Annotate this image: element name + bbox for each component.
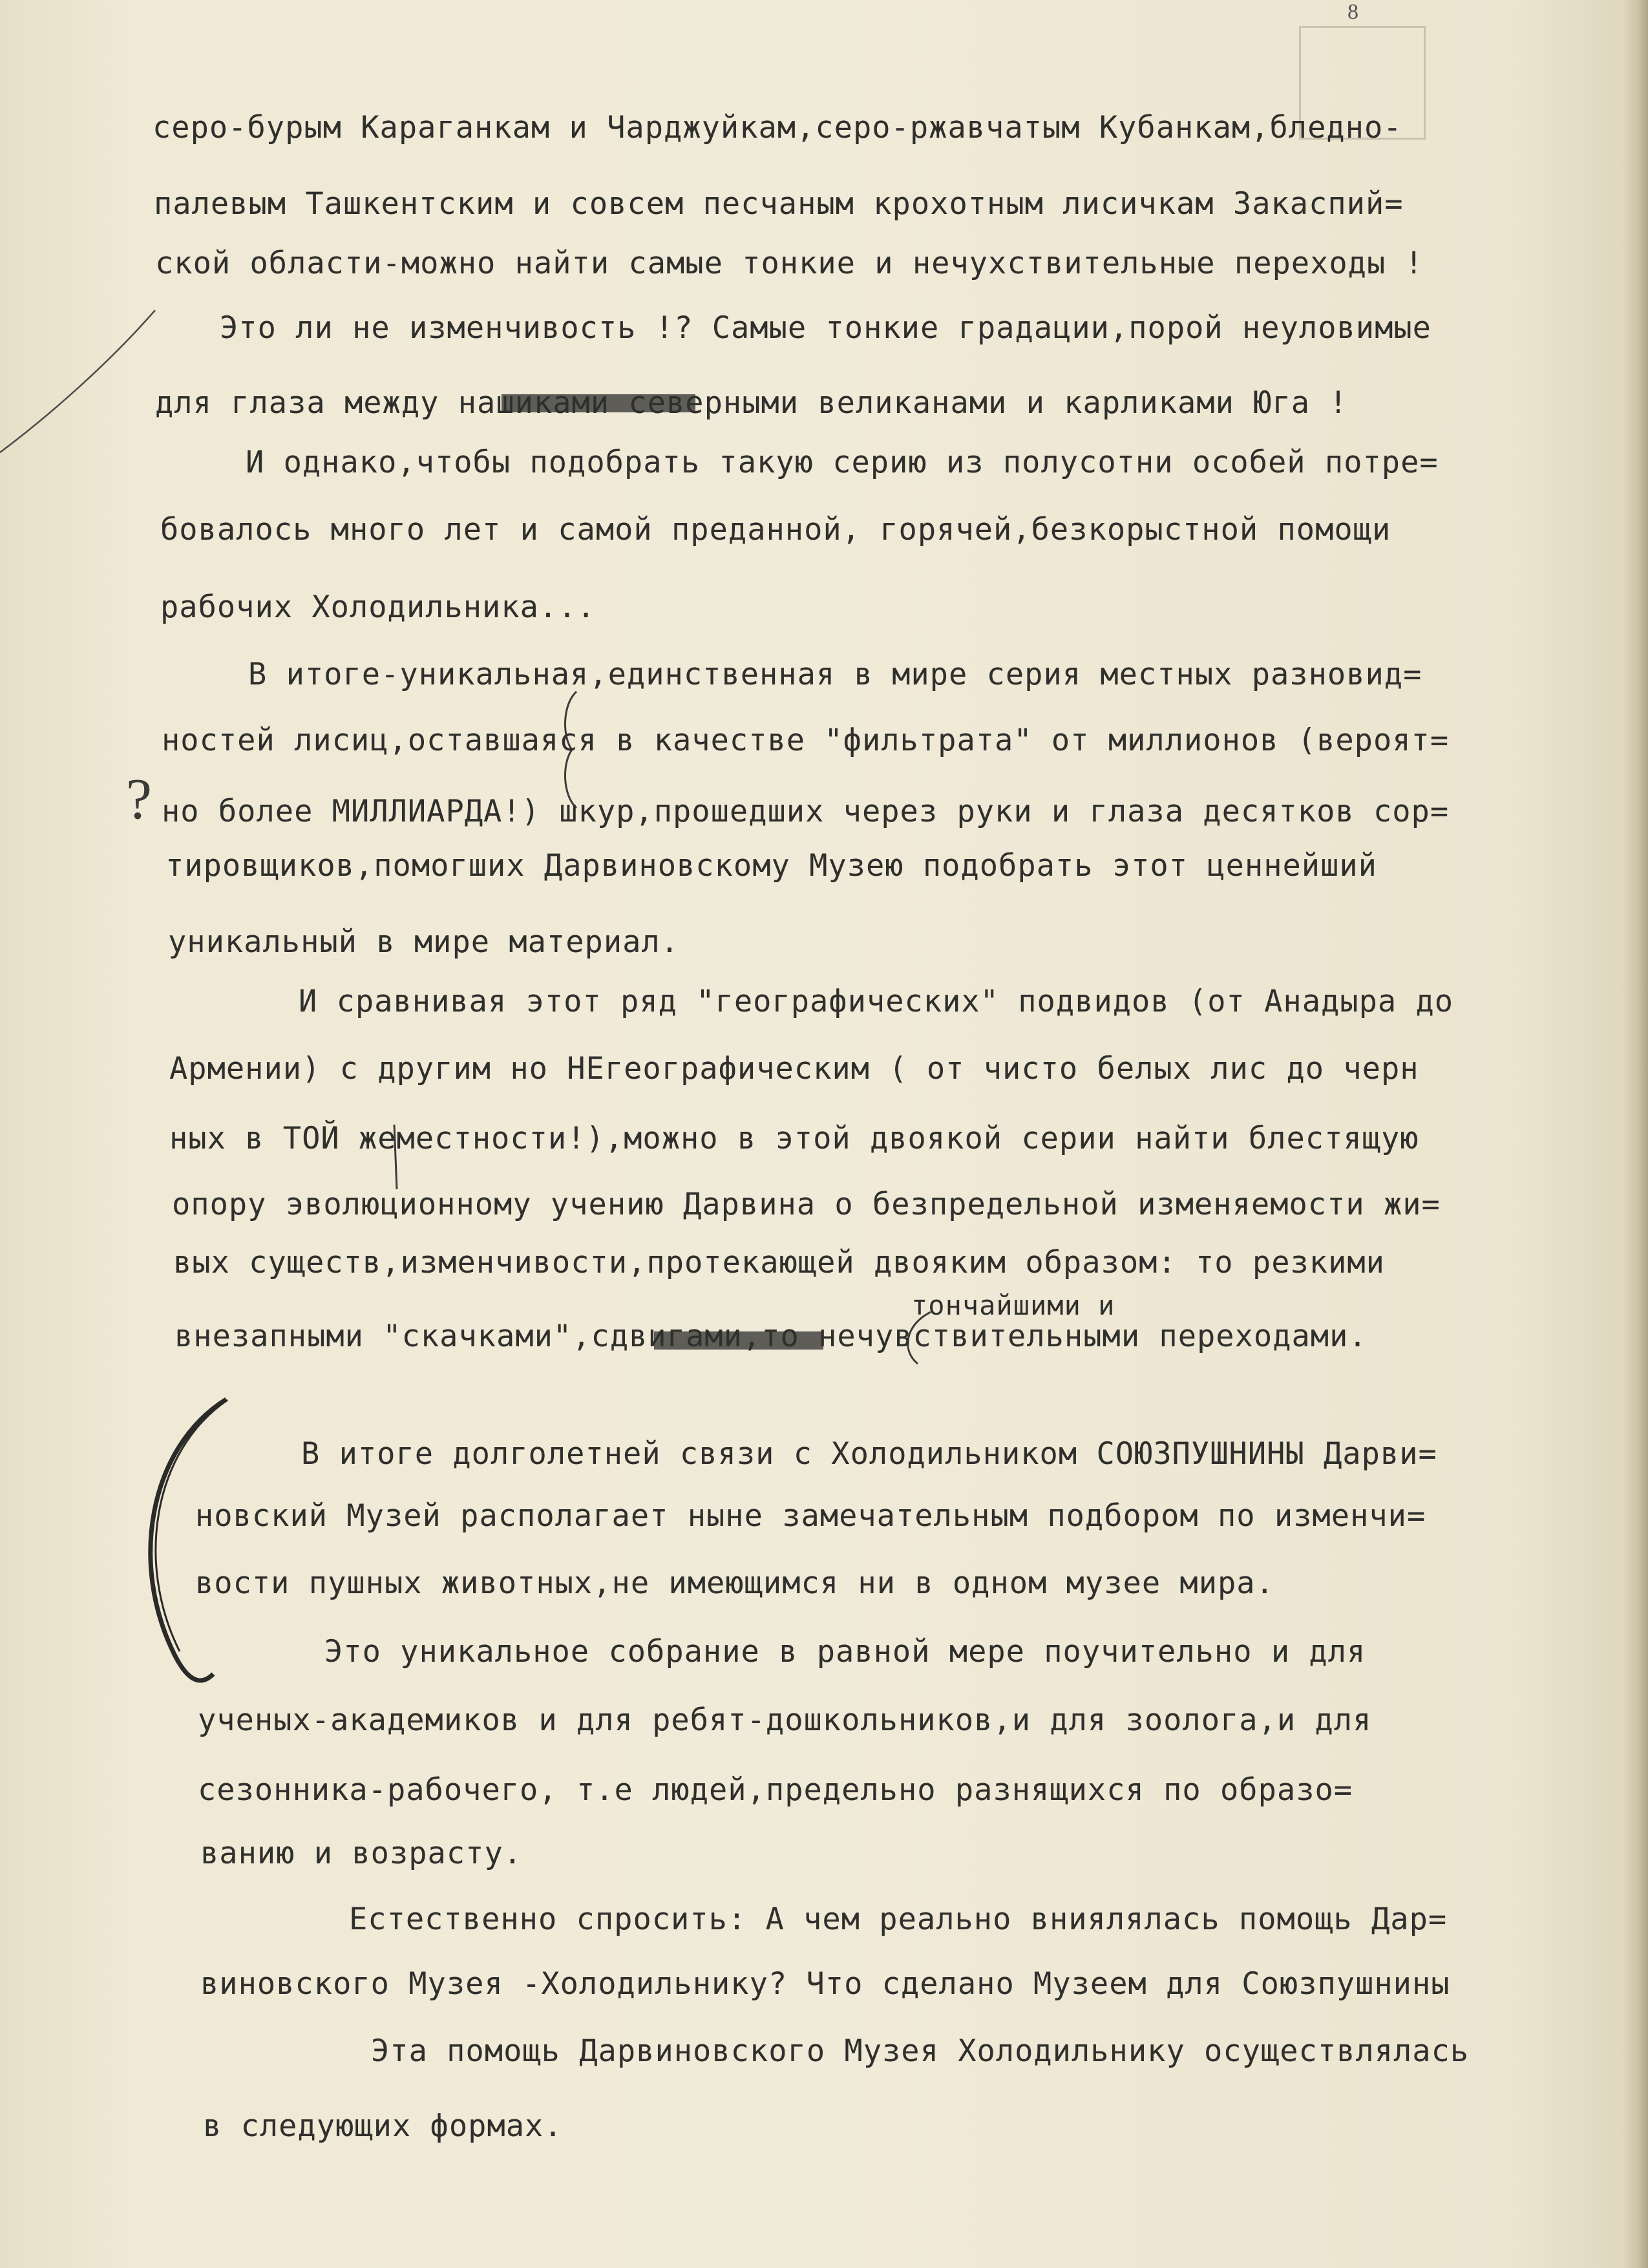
text-line: палевым Ташкентским и совсем песчаным крохотным лисичкам Закаспий= — [154, 186, 1404, 222]
text-line: уникальный в мире материал. — [168, 924, 680, 960]
text-line: И однако,чтобы подобрать такую серию из полусотни особей потре= — [246, 445, 1439, 480]
text-line: сезонника-рабочего, т.е людей,предельно разнящихся по образо= — [198, 1772, 1353, 1808]
pencil-stroke — [0, 310, 155, 452]
text-line: И сравнивая этот ряд "географических" подвидов (от Анадыра до — [299, 984, 1454, 1019]
text-line: Армении) с другим но НЕгеографическим ( от чисто белых лис до черн — [169, 1051, 1419, 1086]
text-line: рабочих Холодильника... — [160, 589, 596, 625]
text-line: В итоге долголетней связи с Холодильником СОЮЗПУШНИНЫ Дарви= — [301, 1436, 1437, 1472]
text-line: бовалось много лет и самой преданной, горячей,безкорыстной помощи — [160, 512, 1391, 547]
text-line: виновского Музея -Холодильнику? Что сделано Музеем для Союзпушнины — [200, 1966, 1450, 2002]
text-line: новский Музей располагает ныне замечательным подбором по изменчи= — [195, 1498, 1426, 1534]
text-line: ской области-можно найти самые тонкие и нечухствительные переходы ! — [155, 246, 1424, 281]
text-line: опору эволюционному учению Дарвина о безпредельной изменяемости жи= — [172, 1187, 1441, 1222]
text-line: вых существ,изменчивости,протекающей двояким образом: то резкими — [173, 1245, 1385, 1280]
text-line: тировщиков,помогших Дарвиновскому Музею подобрать этот ценнейший — [165, 848, 1377, 884]
page-number: 8 — [1347, 0, 1358, 24]
text-line: ных в ТОЙ жеместности!),можно в этой двоякой серии найти блестящую — [169, 1121, 1419, 1156]
text-line: В итоге-уникальная,единственная в мире серия местных разновид= — [248, 657, 1422, 692]
text-line: Естественно спросить: А чем реально вниялялась помощь Дар= — [349, 1902, 1448, 1937]
text-line: Это уникальное собрание в равной мере поучительно и для — [324, 1634, 1366, 1669]
text-line-insertion: тончайшими и — [911, 1289, 1115, 1321]
text-line: ванию и возрасту. — [200, 1836, 523, 1871]
text-line: ностей лисиц,оставшаяся в качестве "фильтрата" от миллионов (вероят= — [162, 723, 1450, 758]
text-line: серо-бурым Караганкам и Чарджуйкам,серо-ржавчатым Кубанкам,бледно- — [153, 110, 1402, 145]
text-line: но более МИЛЛИАРДА!) шкур,прошедших через руки и глаза десятков сор= — [162, 794, 1450, 829]
text-line: в следующих формах. — [203, 2108, 563, 2144]
text-line: Это ли не изменчивость !? Самые тонкие градации,порой неуловимые — [220, 310, 1431, 346]
text-line: ученых-академиков и для ребят-дошкольников,и для зоолога,и для — [198, 1702, 1372, 1738]
text-line: вости пушных животных,не имеющимся ни в одном музее мира. — [195, 1565, 1274, 1601]
margin-question-mark: ? — [126, 767, 152, 831]
margin-parenthesis — [151, 1399, 226, 1680]
text-line: внезапными "скачками",сдвигами,то нечувствительными переходами. — [174, 1319, 1368, 1354]
text-line: для глаза между нашиками северными великанами и карликами Юга ! — [155, 385, 1348, 421]
text-line: Эта помощь Дарвиновского Музея Холодильнику осуществлялась — [371, 2033, 1470, 2069]
